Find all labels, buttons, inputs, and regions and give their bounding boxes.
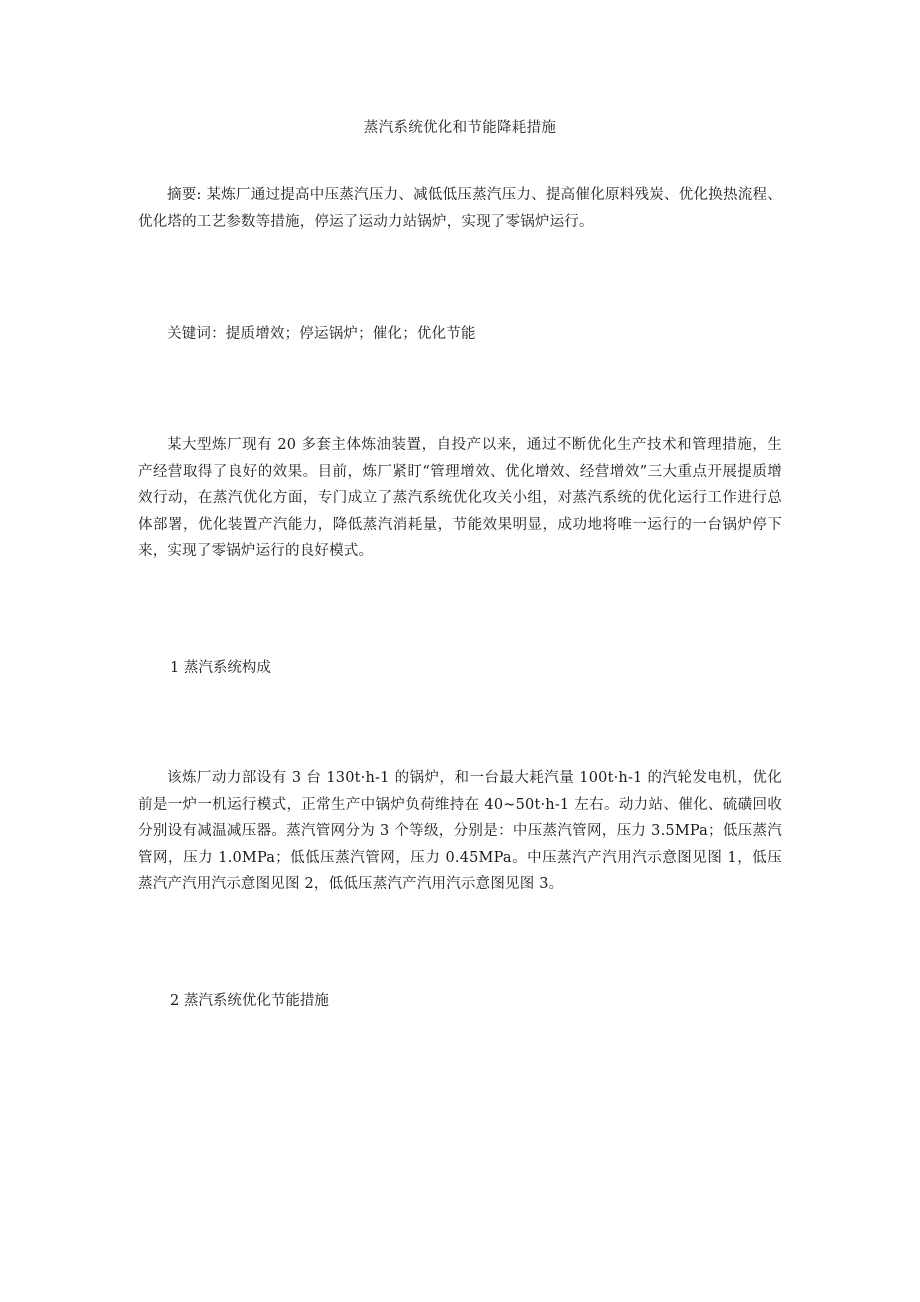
section-2-heading: 2 蒸汽系统优化节能措施 [170,993,329,1009]
document-title: 蒸汽系统优化和节能降耗措施 [363,120,557,136]
keywords-paragraph: 关键词：提质增效；停运锅炉；催化；优化节能 [167,326,476,342]
intro-paragraph: 某大型炼厂现有 20 多套主体炼油装置，自投产以来，通过不断优化生产技术和管理措施，生产经营取得了良好的效果。目前，炼厂紧盯“管理增效、优化增效、经营增效”三大重点开展提质增效行动，在蒸汽优化方面，专门成立了蒸汽系统优化攻关小组，对蒸汽系统的优化运行工作进行总体部署，优化装置产汽能力，降低蒸汽消耗量，节能效果明显，成功地将唯一运行的一台锅炉停下来，实现了零锅炉运行的良好模式。 [138,437,782,559]
section-1-paragraph: 该炼厂动力部设有 3 台 130t·h-1 的锅炉，和一台最大耗汽量 100t·h-1 的汽轮发电机，优化前是一炉一机运行模式，正常生产中锅炉负荷维持在 40~50t·h-1 左右。动力站、催化、硫磺回收分别设有减温减压器。蒸汽管网分为 3 个等级，分别是：中压蒸汽管网，压力 3.5MPa；低压蒸汽管网，压力 1.0MPa；低低压蒸汽管网，压力 0.45MPa。中压蒸汽产汽用汽示意图见图 1，低压蒸汽产汽用汽示意图见图 2，低低压蒸汽产汽用汽示意图见图 3。 [138,770,782,892]
section-1-heading: 1 蒸汽系统构成 [170,660,271,676]
abstract-paragraph: 摘要: 某炼厂通过提高中压蒸汽压力、减低低压蒸汽压力、提高催化原料残炭、优化换热流程、优化塔的工艺参数等措施，停运了运动力站锅炉，实现了零锅炉运行。 [138,187,782,230]
